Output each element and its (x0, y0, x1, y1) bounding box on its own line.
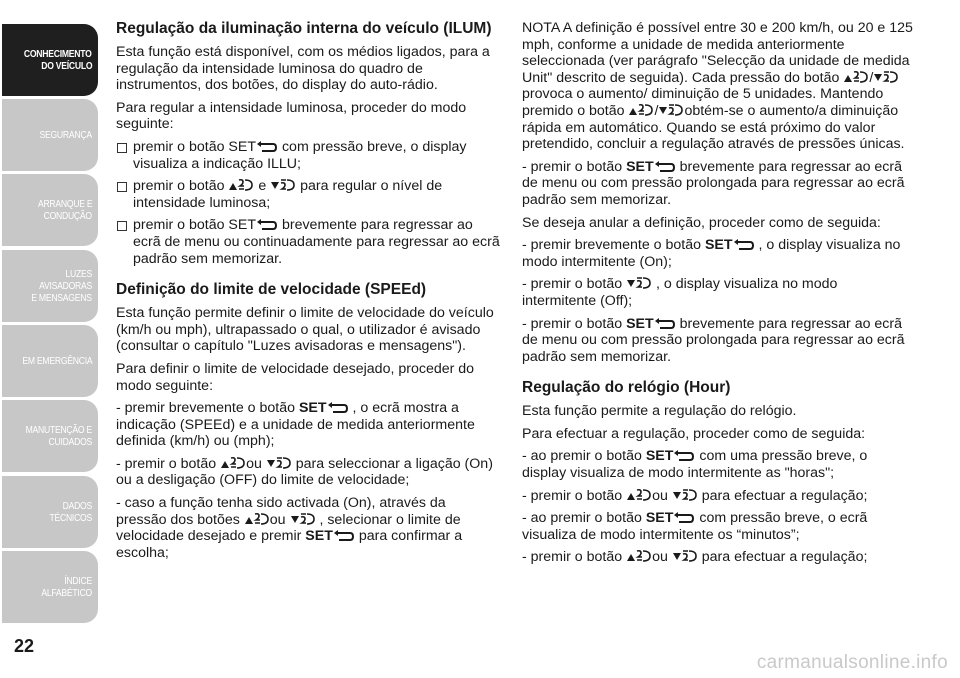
paragraph: - premir o botão ou para efectuar a regulação; (522, 487, 868, 504)
paragraph: Para regular a intensidade luminosa, proceder do modo seguinte: (116, 99, 467, 133)
up-button-icon (228, 178, 254, 192)
tab-conhecimento-do-veiculo[interactable]: CONHECIMENTO DO VEÍCULO (2, 24, 98, 96)
paragraph: - premir brevemente o botão SET , o display visualiza no modo intermitente (On); (522, 237, 901, 270)
set-return-arrow-icon (256, 141, 278, 153)
set-return-arrow-icon (327, 402, 349, 414)
set-return-arrow-icon (673, 512, 695, 524)
down-button-icon (672, 549, 698, 563)
chapter-sidebar (0, 0, 103, 678)
down-button-icon (873, 70, 899, 84)
set-return-arrow-icon (654, 161, 676, 173)
paragraph: - premir o botão SET brevemente para regressar ao ecrã de menu ou com pressão prolongada para regressar ao ecrã padrão sem memorizar. (522, 158, 905, 208)
paragraph: - premir o botão , o display visualiza no modo intermitente (Off); (522, 276, 838, 309)
tab-seguranca[interactable]: SEGURANÇA (2, 99, 98, 171)
down-button-icon (672, 488, 698, 502)
left-column (116, 20, 500, 567)
down-button-icon (626, 276, 652, 290)
set-return-arrow-icon (333, 530, 355, 542)
up-button-icon (628, 103, 654, 117)
tab-dados-tecnicos[interactable]: DADOS TÉCNICOS (2, 476, 98, 548)
set-return-arrow-icon (654, 318, 676, 330)
paragraph: - caso a função tenha sido activada (On), através da pressão dos botões ou , selecionar o limite de velocidade desejado e premir SET para confirmar a escolha; (116, 495, 463, 561)
down-button-icon (658, 103, 684, 117)
up-button-icon (626, 488, 652, 502)
section-title-speed: Definição do limite de velocidade (SPEEd) (116, 281, 427, 299)
note-paragraph: NOTA A definição é possível entre 30 e 200 km/h, ou 20 e 125 mph, conforme a unidade de medida anteriormente seleccionada (ver parágrafo "Selecção da unidade de medida Unit" descrito de seguida). Cada pressão do botão /provoca o aumento/ diminuição de 5 unidades. Mantendo premido o botão / obtém-se o aumento/a diminuição rápida em automático. Quando se está próximo do valor pretendido, concluir a regulação através de pressões únicas. (522, 20, 913, 153)
paragraph: - premir o botão ou para efectuar a regulação; (522, 549, 868, 566)
list-item: premir o botão e para regular o nível de intensidade luminosa; (116, 178, 500, 211)
paragraph: Esta função permite definir o limite de velocidade do veículo (km/h ou mph), ultrapassado o qual, o utilizador é avisado (consultar o capítulo "Luzes avisadoras e mensagens"). (116, 305, 494, 355)
right-column (522, 20, 914, 572)
up-button-icon (244, 512, 270, 526)
up-button-icon (626, 549, 652, 563)
tab-arranque-e-conducao[interactable]: ARRANQUE E CONDUÇÃO (2, 174, 98, 246)
paragraph: - premir brevemente o botão SET , o ecrã mostra a indicação (SPEEd) e a unidade de medida anteriormente definida (km/h) ou (mph); (116, 400, 475, 450)
up-button-icon (220, 456, 246, 470)
tab-indice-alfabetico[interactable]: ÍNDICE ALFABÉTICO (2, 551, 98, 623)
tab-em-emergencia[interactable]: EM EMERGÊNCIA (2, 325, 98, 397)
page-number: 22 (14, 636, 35, 656)
down-button-icon (270, 178, 296, 192)
list-item: premir o botão SET com pressão breve, o display visualiza a indicação ILLU; (116, 139, 500, 172)
paragraph: - ao premir o botão SET com uma pressão breve, o display visualiza de modo intermitente as "horas"; (522, 448, 868, 482)
paragraph: Esta função permite a regulação do relógio. (522, 403, 797, 420)
section-title-ilum: Regulação da iluminação interna do veículo (ILUM) (116, 20, 492, 37)
paragraph: Para definir o limite de velocidade desejado, proceder do modo seguinte: (116, 360, 475, 394)
paragraph: Se deseja anular a definição, proceder como de seguida: (522, 214, 881, 231)
paragraph: Esta função está disponível, com os médios ligados, para a regulação da intensidade luminosa do quadro de instrumentos, dos botões, do display do auto-rádio. (116, 44, 490, 94)
paragraph: - premir o botão ou para seleccionar a ligação (On) ou a desligação (OFF) do limite de velocidade; (116, 455, 493, 489)
watermark: carmanualsonline.info (756, 652, 948, 673)
paragraph: Para efectuar a regulação, proceder como de seguida: (522, 425, 866, 442)
paragraph: - ao premir o botão SET com pressão breve, o ecrã visualiza de modo intermitente os “minutos”; (522, 510, 868, 543)
tab-manutencao-e-cuidados[interactable]: MANUTENÇÃO E CUIDADOS (2, 400, 98, 472)
down-button-icon (266, 456, 292, 470)
set-return-arrow-icon (673, 450, 695, 462)
section-title-hour: Regulação do relógio (Hour) (522, 379, 731, 397)
set-return-arrow-icon (733, 239, 755, 251)
set-return-arrow-icon (256, 219, 278, 231)
list-item: premir o botão SET brevemente para regressar ao ecrã de menu ou continuadamente para regressar ao ecrã padrão sem memorizar. (116, 217, 500, 267)
down-button-icon (290, 512, 316, 526)
tab-luzes-avisadoras[interactable]: LUZES AVISADORAS E MENSAGENS (2, 250, 98, 322)
paragraph: - premir o botão SET brevemente para regressar ao ecrã de menu ou com pressão prolongada para regressar ao ecrã padrão sem memorizar. (522, 315, 905, 365)
up-button-icon (843, 70, 869, 84)
